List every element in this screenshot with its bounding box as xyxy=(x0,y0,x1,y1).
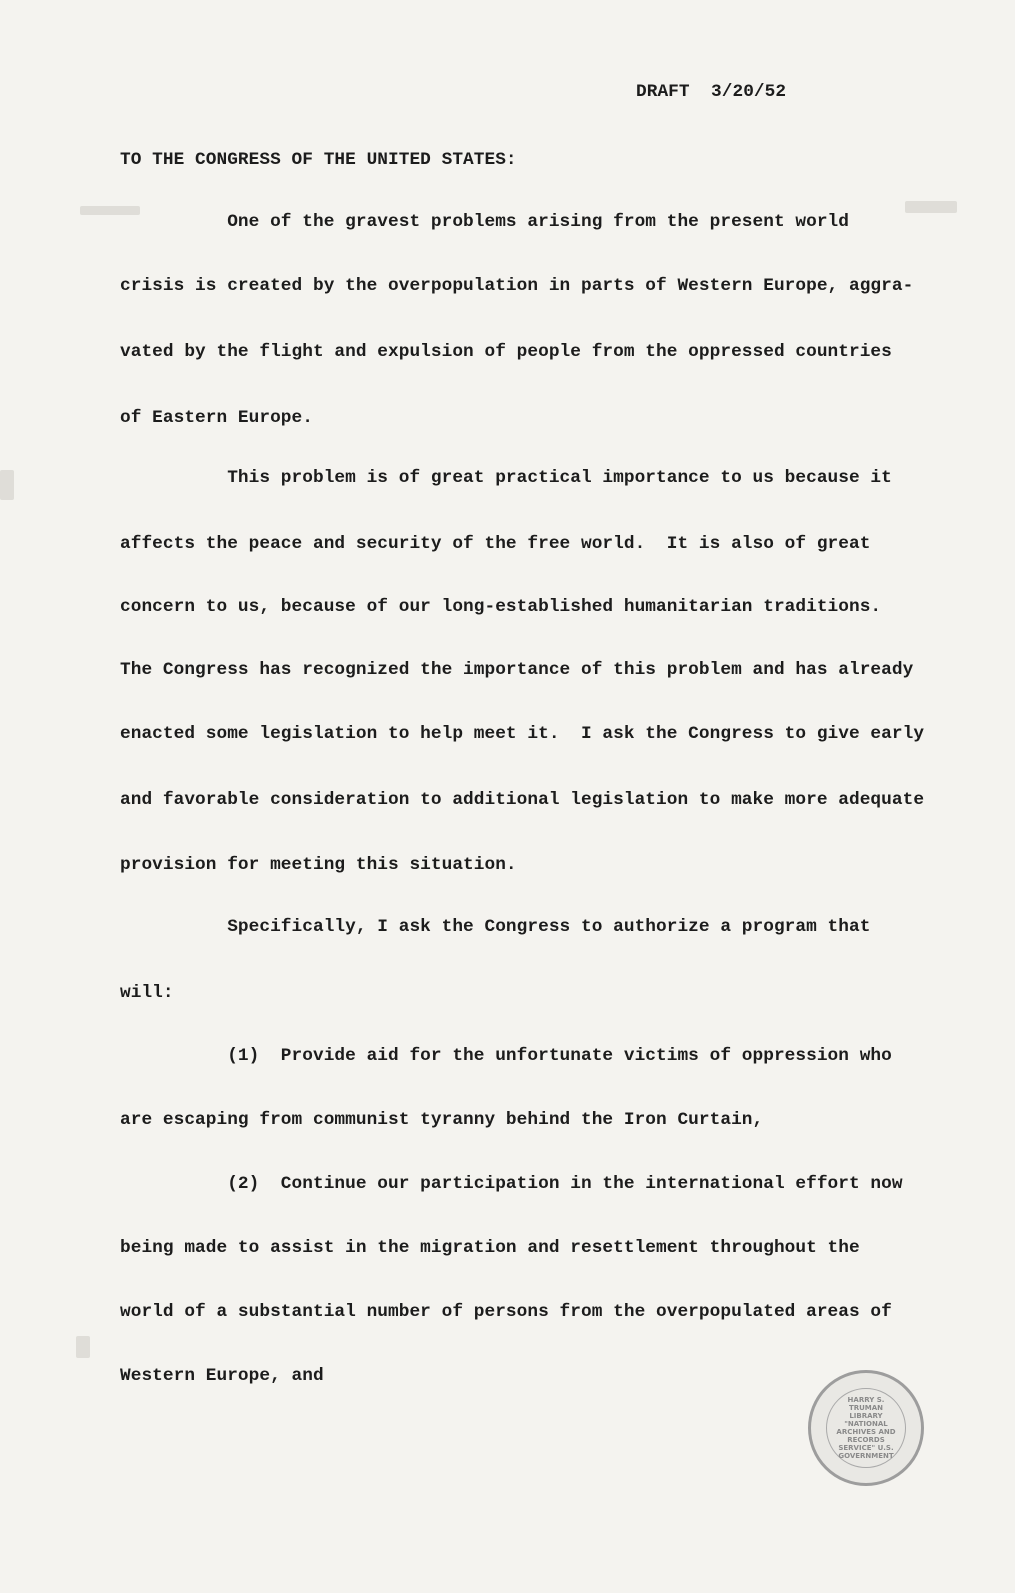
body-line-1: One of the gravest problems arising from the present world xyxy=(120,212,849,232)
scan-smudge-margin xyxy=(0,470,14,500)
body-line-4: of Eastern Europe. xyxy=(120,408,313,428)
draft-date-header: DRAFT 3/20/52 xyxy=(636,82,787,102)
body-line-5: This problem is of great practical importance to us because it xyxy=(120,468,892,488)
body-line-19: Western Europe, and xyxy=(120,1366,324,1386)
body-line-6: affects the peace and security of the free world. It is also of great xyxy=(120,534,871,554)
library-stamp-seal xyxy=(808,1370,924,1486)
body-line-13: will: xyxy=(120,983,174,1003)
body-line-3: vated by the flight and expulsion of people from the oppressed countries xyxy=(120,342,892,362)
body-line-2: crisis is created by the overpopulation in parts of Western Europe, aggra- xyxy=(120,276,914,296)
body-line-14: (1) Provide aid for the unfortunate victims of oppression who xyxy=(120,1046,892,1066)
scan-smudge-right xyxy=(905,201,957,213)
body-line-15: are escaping from communist tyranny behind the Iron Curtain, xyxy=(120,1110,764,1130)
library-stamp-inner-ring xyxy=(826,1388,906,1468)
body-line-17: being made to assist in the migration and resettlement throughout the xyxy=(120,1238,860,1258)
body-line-11: provision for meeting this situation. xyxy=(120,855,517,875)
body-line-12: Specifically, I ask the Congress to authorize a program that xyxy=(120,917,871,937)
salutation: TO THE CONGRESS OF THE UNITED STATES: xyxy=(120,150,517,170)
body-line-18: world of a substantial number of persons from the overpopulated areas of xyxy=(120,1302,892,1322)
body-line-16: (2) Continue our participation in the international effort now xyxy=(120,1174,903,1194)
library-stamp-text: HARRY S. TRUMAN LIBRARY "NATIONAL ARCHIVES AND RECORDS SERVICE" U.S. GOVERNMENT xyxy=(836,1396,896,1460)
body-line-7: concern to us, because of our long-established humanitarian traditions. xyxy=(120,597,882,617)
scan-smudge-bottom-left xyxy=(76,1336,90,1358)
body-line-8: The Congress has recognized the importance of this problem and has already xyxy=(120,660,914,680)
body-line-10: and favorable consideration to additional legislation to make more adequate xyxy=(120,790,925,810)
body-line-9: enacted some legislation to help meet it. I ask the Congress to give early xyxy=(120,724,925,744)
